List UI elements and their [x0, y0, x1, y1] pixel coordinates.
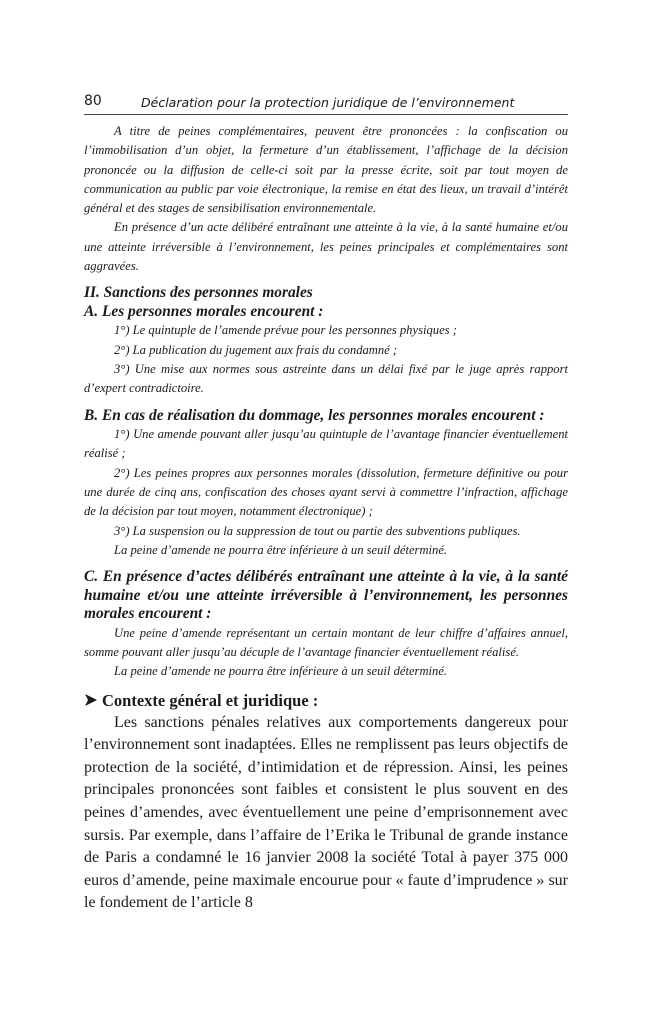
running-title: Déclaration pour la protection juridique de l’environnement	[141, 95, 515, 110]
arrowhead-bullet-icon	[84, 690, 102, 712]
list-item-A2: 2°) La publication du jugement aux frais du condamné ;	[114, 342, 398, 357]
heading-section-II: II. Sanctions des personnes morales	[84, 284, 313, 302]
paragraph-B-threshold: La peine d’amende ne pourra être inférieure à un seuil déterminé.	[114, 542, 448, 557]
list-item-A3: 3°) Une mise aux normes sous astreinte dans un délai fixé par le juge après rapport d’expert contradictoire.	[84, 361, 568, 396]
heading-subsection-A: A. Les personnes morales encourent :	[84, 302, 324, 320]
paragraph-aggravated-penalties: En présence d’un acte délibéré entraînant une atteinte à la vie, à la santé humaine et/ou une atteinte irréversible à l’environnement, les peines principales et complémentaires sont aggravées.	[84, 220, 568, 274]
paragraph-C-threshold: La peine d’amende ne pourra être inférieure à un seuil déterminé.	[114, 664, 448, 679]
section-title: Contexte général et juridique :	[102, 690, 319, 710]
paragraph-C-fine: Une peine d’amende représentant un certain montant de leur chiffre d’affaires annuel, somme pouvant aller jusqu’au décuple de l’avantage financier éventuellement réalisé.	[84, 625, 568, 659]
list-item-B1: 1°) Une amende pouvant aller jusqu’au quintuple de l’avantage financier éventuellement réalisé ;	[84, 427, 568, 461]
paragraph-context: Les sanctions pénales relatives aux comportements dangereux pour l’environnement sont inadaptées. Elles ne remplissent pas leurs objectifs de protection de la société, d’intimidation et de répression. Ainsi, les peines principales prononcées sont faibles et consistent le plus souvent en des peines d’amendes, avec éventuellement une peine d’emprisonnement avec sursis. Par exemple, dans l’affaire de l’Erika le Tribunal de grande instance de Paris a condamné le 16 janvier 2008 la société Total à payer 375 000 euros d’amende, peine maximale encourue pour « faute d’imprudence » sur le fondement de l’article 8	[84, 713, 568, 912]
list-item-B3: 3°) La suspension ou la suppression de tout ou partie des subventions publiques.	[114, 523, 521, 538]
page-body	[84, 122, 568, 915]
list-item-A1: 1°) Le quintuple de l’amende prévue pour les personnes physiques ;	[114, 323, 457, 338]
page-header	[84, 92, 568, 115]
heading-subsection-B: B. En cas de réalisation du dommage, les personnes morales encourent :	[84, 406, 545, 424]
list-item-B2: 2°) Les peines propres aux personnes morales (dissolution, fermeture définitive ou pour une durée de cinq ans, confiscation des choses ayant servi à commettre l’infraction, affichage de la décision par tout moyen, notamment électronique) ;	[84, 465, 568, 519]
section-heading-context	[84, 690, 568, 712]
paragraph-complementary-penalties: A titre de peines complémentaires, peuvent être prononcées : la confiscation ou l’immobilisation d’un objet, la fermeture d’un établissement, l’affichage de la décision prononcée ou la diffusion de celle-ci soit par la presse écrite, soit par tout moyen de communication au public par voie électronique, la remise en état des lieux, un travail d’intérêt général et des stages de sensibilisation environnementale.	[84, 124, 568, 216]
heading-subsection-C: C. En présence d’actes délibérés entraînant une atteinte à la vie, à la santé humaine et/ou une atteinte irréversible à l’environnement, les personnes morales encourent :	[84, 568, 568, 623]
page-number: 80	[84, 93, 102, 109]
